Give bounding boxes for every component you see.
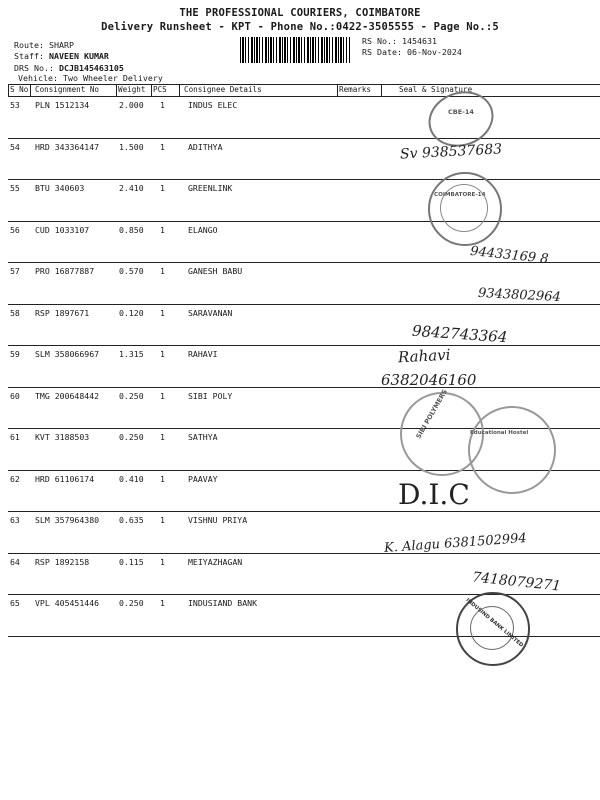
row-name: GANESH BABU xyxy=(188,266,243,276)
row-cons: BTU 340603 xyxy=(35,183,85,193)
signature-58: 9842743364 xyxy=(411,321,508,347)
row-divider xyxy=(8,304,600,305)
row-cons: TMG 200648442 xyxy=(35,390,100,401)
row-cons: RSP 1897671 xyxy=(35,307,90,318)
row-cons: PRO 16877887 xyxy=(35,266,95,276)
row-cons: SLM 357964380 xyxy=(35,515,100,525)
row-divider xyxy=(8,511,600,512)
row-weight: 0.410 xyxy=(119,473,144,484)
row-pcs: 1 xyxy=(160,266,165,276)
row-sno: 53 xyxy=(10,100,20,110)
header-bottom-border xyxy=(8,96,600,97)
runsheet-subtitle: Delivery Runsheet - KPT - Phone No.:0422-3505555 - Page No.:5 xyxy=(101,21,499,33)
row-weight: 2.410 xyxy=(119,183,144,193)
vehicle-line: Vehicle: Two Wheeler Delivery xyxy=(18,73,163,83)
header-sno: S No xyxy=(10,85,29,94)
route-line: Route: SHARP xyxy=(14,40,74,50)
row-pcs: 1 xyxy=(160,473,165,484)
header-seal-signature: Seal & Signature xyxy=(399,85,473,94)
row-sno: 57 xyxy=(10,266,20,276)
row-weight: 0.115 xyxy=(119,556,144,567)
col-div xyxy=(151,84,152,96)
signature-56: 94433169 8 xyxy=(469,243,550,268)
col-div xyxy=(381,84,382,96)
row-cons: CUD 1033107 xyxy=(35,224,90,235)
row-name: RAHAVI xyxy=(188,349,218,359)
drs-value: DCJB145463105 xyxy=(58,63,124,73)
route-value: SHARP xyxy=(48,40,74,50)
vehicle-value: Two Wheeler Delivery xyxy=(62,73,163,83)
staff-value: NAVEEN KUMAR xyxy=(48,51,109,61)
row-sno: 55 xyxy=(10,183,20,193)
row-divider xyxy=(8,179,600,180)
row-cons: HRD 343364147 xyxy=(35,141,100,152)
row-divider xyxy=(8,221,600,222)
signature-64: 7418079271 xyxy=(471,569,562,595)
row-pcs: 1 xyxy=(160,100,165,110)
row-weight: 0.120 xyxy=(119,307,144,318)
row-name: INDUS ELEC xyxy=(188,100,238,110)
row-pcs: 1 xyxy=(160,390,165,401)
row-cons: VPL 405451446 xyxy=(35,598,100,608)
signature-59-name: Rahavi xyxy=(397,345,451,367)
row-pcs: 1 xyxy=(160,141,165,152)
signature-57: 9343802964 xyxy=(477,285,562,306)
company-title: THE PROFESSIONAL COURIERS, COIMBATORE xyxy=(179,7,421,19)
row-name: VISHNU PRIYA xyxy=(188,515,248,525)
col-div xyxy=(116,84,117,96)
header-consignment: Consignment No xyxy=(35,85,100,94)
row-name: GREENLINK xyxy=(188,183,233,193)
row-sno: 54 xyxy=(10,141,20,152)
row-weight: 1.315 xyxy=(119,349,144,359)
row-weight: 0.250 xyxy=(119,432,144,442)
col-div xyxy=(8,84,9,96)
row-cons: SLM 358066967 xyxy=(35,349,100,359)
col-div xyxy=(179,84,180,96)
row-weight: 0.850 xyxy=(119,224,144,235)
row-pcs: 1 xyxy=(160,224,165,235)
header-weight: Weight xyxy=(118,85,146,94)
signature-62: D.I.C xyxy=(398,478,470,511)
row-sno: 65 xyxy=(10,598,20,608)
row-weight: 2.000 xyxy=(119,100,144,110)
row-weight: 1.500 xyxy=(119,141,144,152)
row-cons: KVT 3188503 xyxy=(35,432,90,442)
row-weight: 0.635 xyxy=(119,515,144,525)
barcode xyxy=(240,37,350,63)
rs-date-value: 06-Nov-2024 xyxy=(406,47,462,57)
seal-stamp-icon xyxy=(468,406,556,494)
rs-date-line: RS Date: 06-Nov-2024 xyxy=(362,47,462,57)
row-cons: PLN 1512134 xyxy=(35,100,90,110)
stamp-text: SIBI POLYMERS xyxy=(414,387,450,441)
row-pcs: 1 xyxy=(160,183,165,193)
row-sno: 56 xyxy=(10,224,20,235)
row-pcs: 1 xyxy=(160,556,165,567)
row-weight: 0.250 xyxy=(119,390,144,401)
row-name: PAAVAY xyxy=(188,473,218,484)
stamp-text: Educational Hostel xyxy=(470,430,529,436)
row-sno: 64 xyxy=(10,556,20,567)
col-div xyxy=(30,84,31,96)
signature-63: K. Alagu 6381502994 xyxy=(383,531,528,556)
row-sno: 60 xyxy=(10,390,20,401)
row-weight: 0.250 xyxy=(119,598,144,608)
row-cons: RSP 1892158 xyxy=(35,556,90,567)
header-pcs: PCS xyxy=(153,85,167,94)
row-divider xyxy=(8,138,600,139)
header-consignee: Consignee Details xyxy=(184,85,262,94)
row-sno: 63 xyxy=(10,515,20,525)
row-name: INDUSIAND BANK xyxy=(188,598,258,608)
row-name: SARAVANAN xyxy=(188,307,233,318)
row-pcs: 1 xyxy=(160,349,165,359)
row-divider xyxy=(8,553,600,554)
row-cons: HRD 61106174 xyxy=(35,473,95,484)
row-name: MEIYAZHAGAN xyxy=(188,556,243,567)
row-name: SATHYA xyxy=(188,432,218,442)
row-name: ELANGO xyxy=(188,224,218,235)
row-name: ADITHYA xyxy=(188,141,223,152)
row-sno: 61 xyxy=(10,432,20,442)
stamp-text: COIMBATORE-14 xyxy=(434,192,486,198)
stamp-text: INDUSIND BANK LIMITED xyxy=(464,597,525,649)
drs-line: DRS No.: DCJB145463105 xyxy=(14,63,124,73)
row-name: SIBI POLY xyxy=(188,390,233,401)
row-divider xyxy=(8,345,600,346)
signature-54: Sv 938537683 xyxy=(399,141,503,163)
runsheet-table xyxy=(8,84,600,636)
row-sno: 62 xyxy=(10,473,20,484)
staff-line: Staff: NAVEEN KUMAR xyxy=(14,51,109,61)
row-weight: 0.570 xyxy=(119,266,144,276)
signature-59-phone: 6382046160 xyxy=(381,371,477,389)
row-sno: 58 xyxy=(10,307,20,318)
row-divider xyxy=(8,594,600,595)
row-pcs: 1 xyxy=(160,598,165,608)
row-pcs: 1 xyxy=(160,307,165,318)
rs-no-value: 1454631 xyxy=(401,36,437,46)
stamp-text: CBE-14 xyxy=(448,108,474,116)
header-remarks: Remarks xyxy=(339,85,372,94)
row-divider xyxy=(8,387,600,388)
row-sno: 59 xyxy=(10,349,20,359)
row-pcs: 1 xyxy=(160,432,165,442)
row-pcs: 1 xyxy=(160,515,165,525)
col-div xyxy=(337,84,338,96)
rs-no-line: RS No.: 1454631 xyxy=(362,36,437,46)
